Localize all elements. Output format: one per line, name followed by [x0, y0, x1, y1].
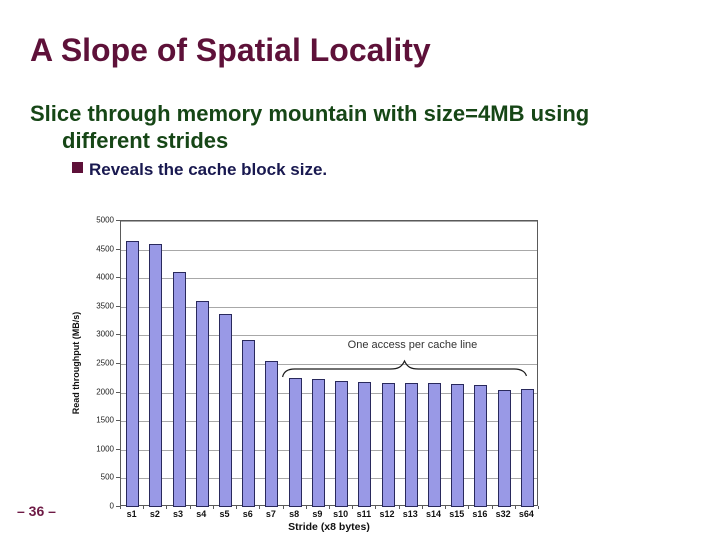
x-tick-mark: [468, 506, 469, 509]
y-tick-mark: [116, 220, 120, 221]
bar-s7: [265, 361, 278, 507]
x-tick-mark: [492, 506, 493, 509]
x-tick-mark: [283, 506, 284, 509]
y-tick-mark: [116, 334, 120, 335]
x-tick-label: s14: [425, 509, 442, 519]
y-tick-label: 3000: [96, 329, 114, 339]
bar-s15: [451, 384, 464, 507]
x-tick-label: s16: [472, 509, 488, 519]
x-tick-mark: [259, 506, 260, 509]
annotation-label: One access per cache line: [347, 339, 478, 351]
subtitle-line-2: different strides: [62, 128, 229, 153]
y-tick-label: 2500: [96, 358, 114, 368]
y-tick-label: 4000: [96, 272, 114, 282]
y-tick-label: 1500: [96, 415, 114, 425]
x-tick-mark: [236, 506, 237, 509]
bar-s8: [289, 378, 302, 507]
x-tick-mark: [515, 506, 516, 509]
x-tick-mark: [143, 506, 144, 509]
x-tick-label: s64: [518, 509, 534, 519]
x-tick-label: s7: [265, 509, 276, 519]
subtitle-line-1: Slice through memory mountain with size=4MB using: [30, 101, 590, 126]
bar-s1: [126, 241, 139, 507]
bar-s2: [149, 244, 162, 507]
gridline: [121, 250, 537, 251]
y-tick-mark: [116, 363, 120, 364]
x-tick-mark: [538, 506, 539, 509]
x-tick-label: s5: [219, 509, 230, 519]
y-tick-label: 1000: [96, 444, 114, 454]
x-tick-mark: [213, 506, 214, 509]
x-tick-label: s4: [196, 509, 207, 519]
plot-area: [120, 220, 538, 506]
x-tick-mark: [120, 506, 121, 509]
y-tick-label: 4500: [96, 244, 114, 254]
x-tick-label: s3: [173, 509, 184, 519]
y-tick-mark: [116, 477, 120, 478]
x-axis-tick-labels: [120, 509, 538, 521]
bar-s11: [358, 382, 371, 507]
x-tick-label: s6: [242, 509, 253, 519]
y-tick-label: 500: [100, 472, 114, 482]
bar-s16: [474, 385, 487, 507]
x-tick-mark: [375, 506, 376, 509]
y-tick-label: 2000: [96, 387, 114, 397]
y-tick-label: 5000: [96, 215, 114, 225]
bar-s64: [521, 389, 534, 507]
x-tick-mark: [399, 506, 400, 509]
x-tick-label: s13: [402, 509, 418, 519]
page-number: – 36 –: [17, 503, 56, 519]
x-tick-label: s9: [312, 509, 323, 519]
bullet-item: [72, 160, 327, 180]
bar-s10: [335, 381, 348, 507]
bar-s13: [405, 383, 418, 507]
gridline: [121, 221, 537, 222]
x-tick-mark: [445, 506, 446, 509]
x-tick-label: s32: [495, 509, 511, 519]
x-tick-mark: [352, 506, 353, 509]
y-tick-mark: [116, 249, 120, 250]
x-tick-mark: [422, 506, 423, 509]
bar-s5: [219, 314, 232, 507]
y-tick-mark: [116, 449, 120, 450]
bullet-text: Reveals the cache block size.: [89, 160, 328, 179]
x-tick-mark: [190, 506, 191, 509]
x-tick-label: s15: [449, 509, 465, 519]
x-axis-title: Stride (x8 bytes): [288, 521, 370, 533]
x-tick-label: s11: [356, 509, 372, 519]
x-tick-mark: [166, 506, 167, 509]
y-axis-tick-labels: [80, 215, 114, 511]
y-tick-label: 0: [109, 501, 114, 511]
bar-s4: [196, 301, 209, 507]
y-tick-mark: [116, 306, 120, 307]
x-tick-label: s2: [149, 509, 160, 519]
y-tick-label: 3500: [96, 301, 114, 311]
bar-s14: [428, 383, 441, 507]
slide-title: A Slope of Spatial Locality: [30, 32, 431, 68]
y-axis-title: Read throughput (MB/s): [71, 311, 81, 415]
y-tick-mark: [116, 392, 120, 393]
x-tick-mark: [329, 506, 330, 509]
bar-s3: [173, 272, 186, 507]
bar-s32: [498, 390, 511, 507]
bar-s12: [382, 383, 395, 507]
bullet-square-icon: [72, 162, 83, 173]
x-tick-label: s8: [289, 509, 300, 519]
slide-subtitle: [30, 100, 589, 154]
x-tick-label: s12: [379, 509, 395, 519]
x-tick-mark: [306, 506, 307, 509]
x-tick-label: s1: [126, 509, 137, 519]
y-tick-mark: [116, 420, 120, 421]
x-tick-label: s10: [333, 509, 349, 519]
bar-s9: [312, 379, 325, 507]
bar-s6: [242, 340, 255, 507]
y-tick-mark: [116, 277, 120, 278]
